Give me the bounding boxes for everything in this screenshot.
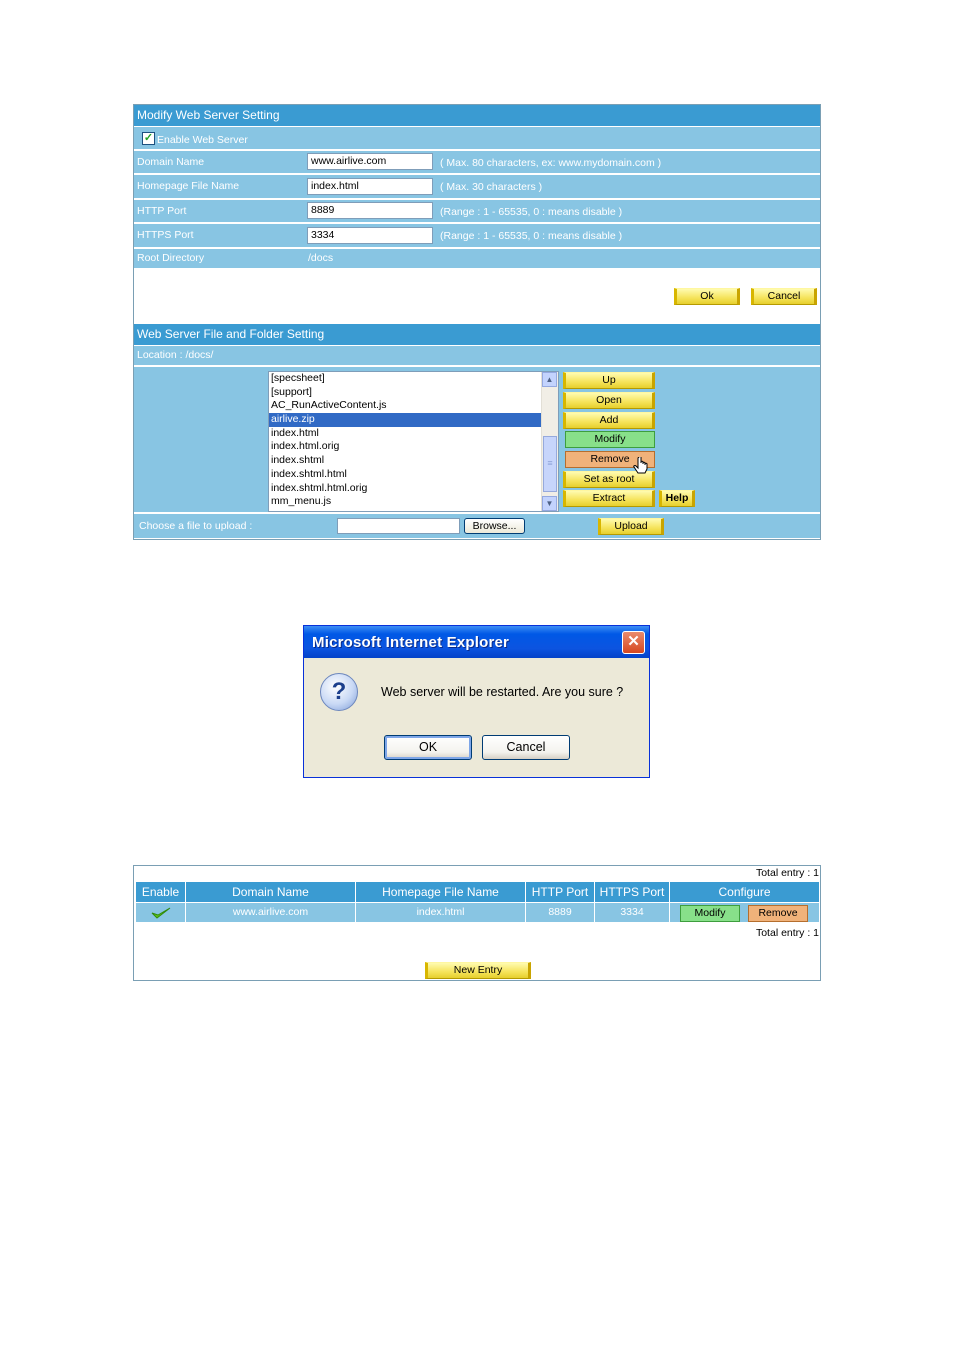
file-list-scrollbar[interactable] xyxy=(541,372,558,511)
col-homepage-file-name: Homepage File Name xyxy=(356,882,526,902)
homepage-file-name-row xyxy=(134,175,820,198)
close-icon[interactable]: ✕ xyxy=(622,631,645,654)
file-list-item[interactable]: index.shtml xyxy=(271,454,325,467)
question-icon: ? xyxy=(320,673,358,711)
total-entry-bottom: Total entry : 1 xyxy=(755,927,819,939)
file-list-item[interactable]: [specsheet] xyxy=(271,372,325,384)
server-table-panel xyxy=(133,865,821,981)
col-https-port: HTTPS Port xyxy=(595,882,670,902)
upload-row xyxy=(134,514,820,538)
file-list-item[interactable]: airlive.zip xyxy=(269,413,558,427)
web-server-setting-title: Modify Web Server Setting xyxy=(134,105,820,126)
https-port-input[interactable]: 3334 xyxy=(307,227,433,244)
row-remove-button[interactable]: Remove xyxy=(748,905,808,922)
col-http-port: HTTP Port xyxy=(526,882,595,902)
file-list-items xyxy=(269,372,558,509)
up-button[interactable]: Up xyxy=(563,372,655,389)
dialog-message: Web server will be restarted. Are you sure ? xyxy=(381,685,624,699)
remove-file-button[interactable]: Remove xyxy=(565,451,655,468)
enable-web-server-row xyxy=(134,127,820,149)
http-port-row xyxy=(134,200,820,222)
row-enable-cell xyxy=(136,903,186,922)
web-server-setting-panel xyxy=(133,104,821,540)
dialog-titlebar[interactable] xyxy=(304,626,649,658)
https-port-row xyxy=(134,224,820,247)
domain-name-hint: ( Max. 80 characters, ex: www.mydomain.com ) xyxy=(440,157,662,169)
upload-file-input[interactable] xyxy=(337,518,460,534)
enable-web-server-checkbox[interactable]: ✓ xyxy=(143,132,154,144)
ok-button[interactable]: Ok xyxy=(674,288,740,305)
row-https-port: 3334 xyxy=(595,903,670,922)
domain-name-row xyxy=(134,151,820,173)
scroll-down-icon[interactable]: ▼ xyxy=(542,496,557,511)
hand-cursor-icon xyxy=(633,457,649,477)
set-as-root-button[interactable]: Set as root xyxy=(563,471,655,488)
upload-button[interactable]: Upload xyxy=(598,518,664,535)
location-row xyxy=(134,346,820,365)
domain-name-input[interactable]: www.airlive.com xyxy=(307,153,433,170)
upload-label: Choose a file to upload : xyxy=(139,520,253,532)
scroll-up-icon[interactable]: ▲ xyxy=(542,372,557,387)
confirm-dialog xyxy=(303,625,650,778)
https-port-label: HTTPS Port xyxy=(137,229,194,241)
enabled-check-icon xyxy=(150,906,172,920)
new-entry-button[interactable]: New Entry xyxy=(425,962,531,979)
dialog-cancel-button[interactable]: Cancel xyxy=(482,735,570,760)
file-folder-setting-title: Web Server File and Folder Setting xyxy=(134,324,820,345)
file-list-item[interactable]: AC_RunActiveContent.js xyxy=(271,399,387,412)
root-directory-label: Root Directory xyxy=(137,252,205,264)
col-configure: Configure xyxy=(670,882,819,902)
location-label: Location : /docs/ xyxy=(137,349,214,361)
file-list[interactable] xyxy=(268,371,559,512)
total-entry-top: Total entry : 1 xyxy=(755,867,819,879)
row-modify-button[interactable]: Modify xyxy=(680,905,740,922)
dialog-title: Microsoft Internet Explorer xyxy=(312,634,510,651)
row-http-port: 8889 xyxy=(526,903,595,922)
help-button[interactable]: Help xyxy=(659,490,695,507)
row-domain-name: www.airlive.com xyxy=(186,903,356,922)
modify-file-button[interactable]: Modify xyxy=(565,431,655,448)
https-port-hint: (Range : 1 - 65535, 0 : means disable ) xyxy=(440,230,623,242)
homepage-file-name-label: Homepage File Name xyxy=(137,180,240,192)
homepage-file-name-input[interactable]: index.html xyxy=(307,178,433,195)
root-directory-value: /docs xyxy=(308,252,334,264)
scroll-thumb[interactable]: ≡ xyxy=(543,436,557,492)
open-button[interactable]: Open xyxy=(563,392,655,409)
http-port-hint: (Range : 1 - 65535, 0 : means disable ) xyxy=(440,206,623,218)
col-domain-name: Domain Name xyxy=(186,882,356,902)
homepage-file-name-hint: ( Max. 30 characters ) xyxy=(440,181,543,193)
cancel-button[interactable]: Cancel xyxy=(751,288,817,305)
http-port-label: HTTP Port xyxy=(137,205,187,217)
file-list-item[interactable]: index.html.orig xyxy=(271,440,340,453)
row-homepage-file-name: index.html xyxy=(356,903,526,922)
file-list-item[interactable]: [support] xyxy=(271,385,312,398)
dialog-ok-button[interactable]: OK xyxy=(384,735,472,760)
file-list-item[interactable]: index.html xyxy=(271,426,319,439)
file-list-item[interactable]: mm_menu.js xyxy=(271,495,332,508)
file-list-item[interactable]: index.shtml.html xyxy=(271,467,347,480)
enable-web-server-label: Enable Web Server xyxy=(157,134,248,146)
col-enable: Enable xyxy=(136,882,186,902)
extract-button[interactable]: Extract xyxy=(563,490,655,507)
domain-name-label: Domain Name xyxy=(137,156,205,168)
add-button[interactable]: Add xyxy=(563,412,655,429)
http-port-input[interactable]: 8889 xyxy=(307,202,433,219)
root-directory-row xyxy=(134,249,820,268)
browse-button[interactable]: Browse... xyxy=(464,518,525,534)
file-list-item[interactable]: index.shtml.html.orig xyxy=(271,481,368,494)
